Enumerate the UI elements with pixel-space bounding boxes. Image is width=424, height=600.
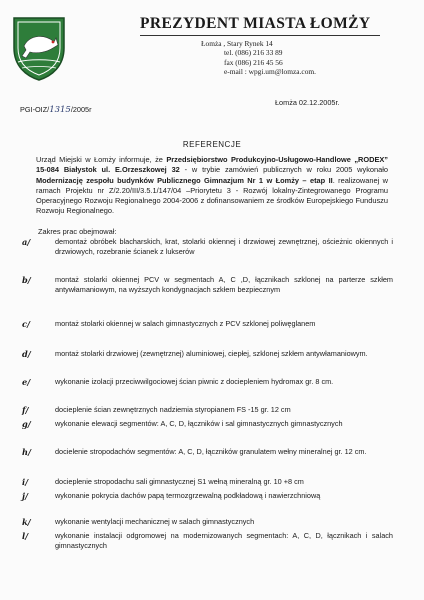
office-title: PREZYDENT MIASTA ŁOMŻY: [140, 15, 371, 32]
office-address: Łomża , Stary Rynek 14: [201, 39, 273, 48]
scope-item-marker: j/: [22, 491, 28, 501]
intro-paragraph: [36, 155, 388, 217]
header-divider: [140, 35, 380, 36]
project-name: Modernizację zespołu budynków Publicznego Gimnazjum Nr 1 w Łomży – etap II: [36, 175, 333, 185]
city-crest-logo: [6, 12, 72, 82]
reference-suffix: /2005r: [70, 105, 92, 114]
office-contact-block: [180, 39, 380, 77]
intro-text-2: - w trybie zamówień publicznych w roku 2005 wykonało: [179, 165, 388, 175]
scope-item-marker: f/: [22, 405, 29, 415]
scope-item-text: docielenie stropodachów segmentów: A, C, D, łączników granulatem wełny mineralnej gr. 12 cm.: [55, 447, 367, 456]
scope-item-text: docieplenie ścian zewnętrznych nadziemia styropianem FS -15 gr. 12 cm: [55, 405, 291, 414]
scope-item-marker: b/: [22, 275, 31, 285]
letter-date: Łomża 02.12.2005r.: [275, 98, 340, 107]
scope-item-marker: i/: [22, 477, 29, 487]
scope-item-text: wykonanie izolacji przeciwwilgociowej ścian piwnic z dociepleniem hydromax gr. 8 cm.: [55, 377, 334, 386]
scope-item-marker: c/: [22, 319, 30, 329]
reference-number: [20, 105, 92, 115]
scope-item-text: demontaż obróbek blacharskich, krat, stolarki okiennej i drzwiowej zewnętrznej, ościeżnic okiennych i drzwiowych, rozebranie ścianek z lukserów: [55, 237, 393, 257]
scope-item-marker: g/: [22, 419, 31, 429]
office-email: e-mail : wpgi.um@lomza.com.: [224, 67, 316, 77]
scope-item-marker: e/: [22, 377, 31, 387]
scope-item-text: montaż stolarki drzwiowej (zewnętrznej) aluminiowej, ciepłej, szklonej szkłem antywłamaniowym.: [55, 349, 368, 358]
scope-item-marker: h/: [22, 447, 31, 457]
scope-item-marker: a/: [22, 237, 31, 247]
office-phone: tel. (086) 216 33 89: [224, 48, 283, 58]
scope-item-marker: d/: [22, 349, 31, 359]
scope-item-text: wykonanie pokrycia dachów papą termozgrzewalną podkładową i nawierzchniową: [55, 491, 321, 500]
scope-label: Zakres prac obejmował:: [38, 227, 117, 236]
reference-prefix: PGI-OIZ/: [20, 105, 50, 114]
scope-item-text: montaż stolarki okiennej PCV w segmentach A, C ,D, łącznikach szklonej na parterze szkłem antywłamaniowym, na wyższych kondygnacjach szkłem bezpiecznym: [55, 275, 393, 295]
scope-item-marker: k/: [22, 517, 31, 527]
office-fax: fax (086) 216 45 56: [224, 57, 283, 67]
intro-text-1: Urząd Miejski w Łomży informuje, że: [36, 155, 167, 164]
scope-item-text: wykonanie elewacji segmentów: A, C, D, łączników i sal gimnastycznych gimnastycznych: [55, 419, 343, 428]
reference-handwritten-number: 1315: [49, 105, 71, 115]
contractor-name: Przedsiębiorstwo Produkcyjno-Usługowo-Handlowe „RODEX” 15-084 Białystok ul. E.Orzeszkowej 32: [36, 155, 388, 175]
scope-item-text: wykonanie instalacji odgromowej na modernizowanych segmentach: A, C, D, łącznikach i salach gimnastycznych: [55, 531, 393, 551]
scope-item-text: wykonanie wentylacji mechanicznej w salach gimnastycznych: [55, 517, 255, 526]
document-heading: REFERENCJE: [182, 140, 242, 149]
scope-item-text: montaż stolarki okiennej w salach gimnastycznych z PCV szklonej poliwęglanem: [55, 319, 316, 328]
scope-item-text: docieplenie stropodachu sali gimnastycznej S1 wełną mineralną gr. 10 +8 cm: [55, 477, 304, 486]
scope-item-marker: l/: [22, 531, 29, 541]
intro-text-3: . realizowanej w ramach Projektu nr Z/2.20/III/3.5.1/147/04 –Priorytetu 3 - Rozwój lokalny-Zintegrowanego Programu Operacyjnego Rozwoju Regionalnego 2004-2006 z dofinansowaniem ze środków Europejskiego Funduszu Rozwoju Regionalnego.: [36, 175, 388, 216]
